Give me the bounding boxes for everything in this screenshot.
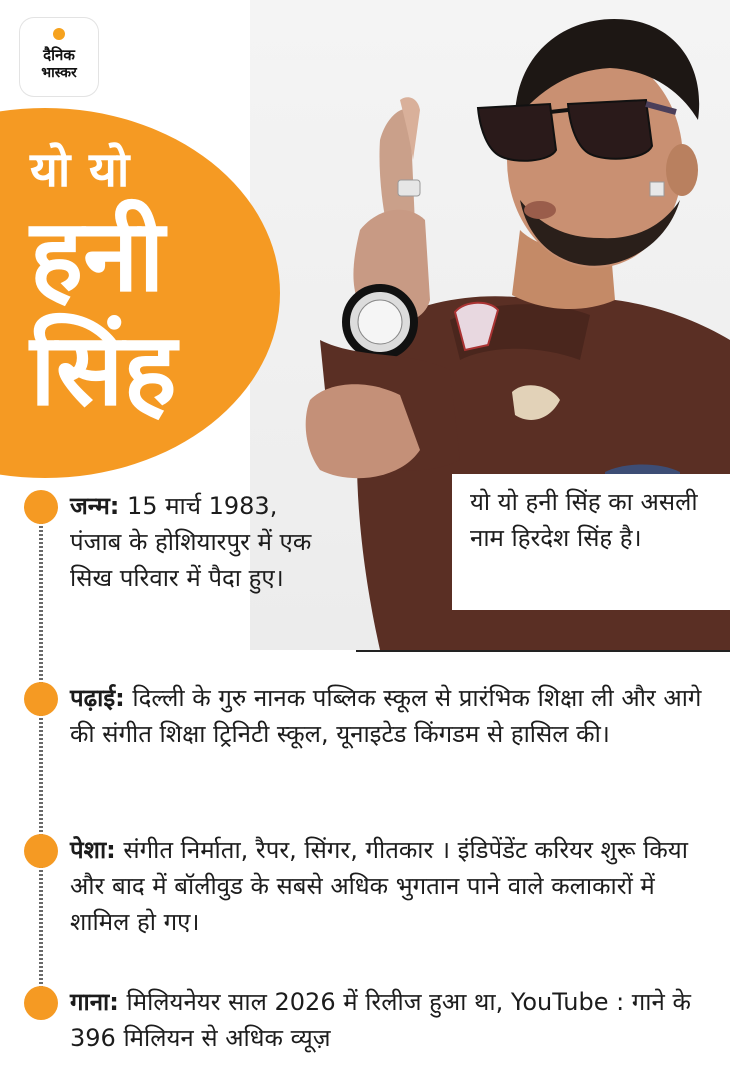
section-education-text: दिल्ली के गुरु नानक पब्लिक स्कूल से प्रारंभिक शिक्षा ली और आगे की संगीत शिक्षा ट्रिनिटी स्कूल, यूनाइटेड किंगडम से हासिल की। — [70, 684, 702, 748]
section-education — [70, 680, 720, 752]
section-profession-text: संगीत निर्माता, रैपर, सिंगर, गीतकार । इंडिपेंडेंट करियर शुरू किया और बाद में बॉलीवुड के सबसे अधिक भुगतान पाने वाले कलाकारों में शामिल हो गए। — [70, 836, 688, 936]
photo-caption: यो यो हनी सिंह का असली नाम हिरदेश सिंह है। — [452, 474, 730, 610]
sun-icon — [53, 28, 65, 40]
logo-line2: भास्कर — [41, 65, 77, 81]
logo-line1: दैनिक — [43, 46, 75, 64]
page-title — [30, 140, 177, 428]
title-line2: हनी — [30, 197, 165, 314]
section-birth — [70, 488, 330, 596]
timeline-dot-education — [24, 682, 58, 716]
section-birth-label: जन्म: — [70, 492, 120, 520]
timeline-dotted-line — [39, 506, 43, 1006]
timeline-dot-birth — [24, 490, 58, 524]
section-song-text: मिलियनेयर साल 2026 में रिलीज हुआ था, YouTube : गाने के 396 मिलियन से अधिक व्यूज़ — [70, 988, 691, 1052]
timeline-dot-song — [24, 986, 58, 1020]
title-line3: सिंह — [30, 311, 177, 428]
section-song-label: गाना: — [70, 988, 119, 1016]
photo-divider-line — [356, 650, 730, 652]
section-birth-text: 15 मार्च 1983, पंजाब के होशियारपुर में एक सिख परिवार में पैदा हुए। — [70, 492, 312, 592]
section-education-label: पढ़ाई: — [70, 684, 125, 712]
section-song — [70, 984, 720, 1056]
section-profession — [70, 832, 720, 940]
dainik-bhaskar-logo — [20, 18, 98, 96]
timeline-dot-profession — [24, 834, 58, 868]
section-profession-label: पेशा: — [70, 836, 116, 864]
title-line1: यो यो — [30, 142, 131, 198]
